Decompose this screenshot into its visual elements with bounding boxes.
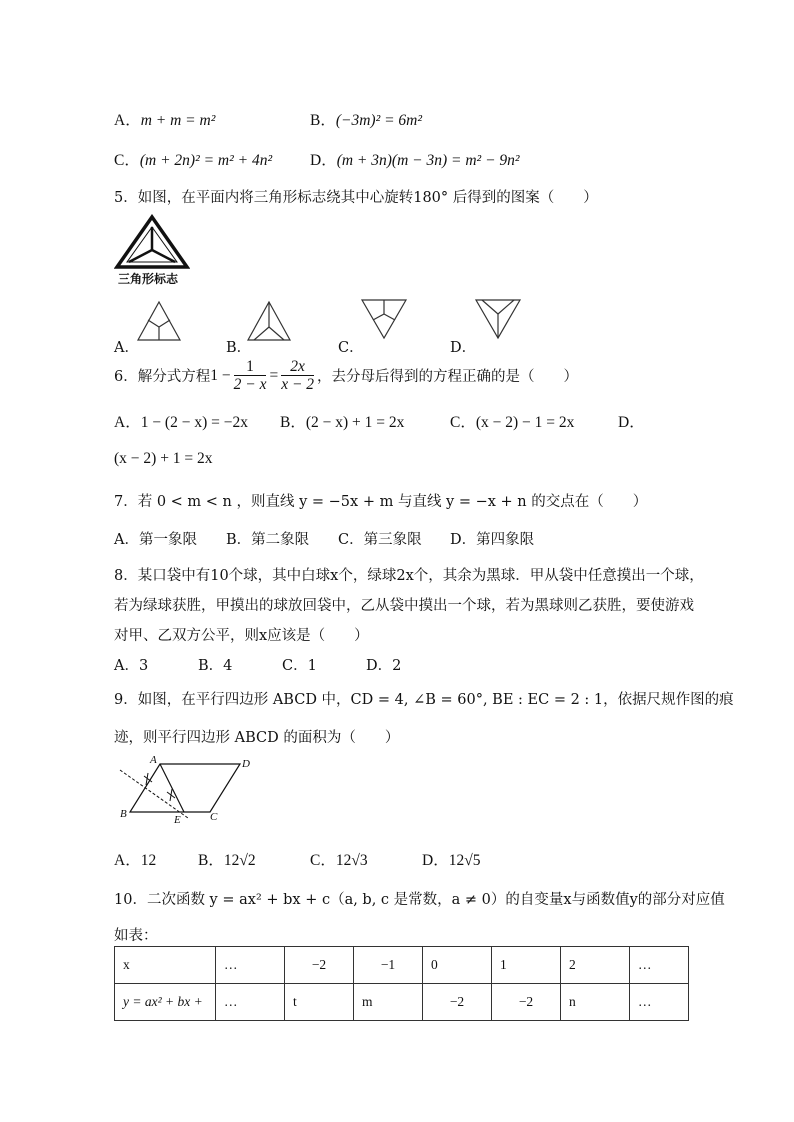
q8-option-a: A．3	[114, 658, 149, 674]
q4-option-a-label: A．	[114, 112, 141, 129]
q8-option-c: C．1	[282, 658, 317, 674]
parallelogram-figure	[114, 756, 264, 828]
q9-option-a: A．12	[114, 852, 157, 869]
upright-triangle-icon	[136, 300, 182, 342]
q6-option-d: (x − 2) + 1 = 2x	[114, 450, 213, 467]
q8-option-d: D．2	[366, 658, 402, 674]
q5-option-c-figure	[360, 298, 408, 344]
q6-fraction-2	[281, 358, 314, 393]
q5-option-d-figure	[474, 298, 522, 344]
inverted-triangle-icon	[360, 298, 408, 340]
q4-option-d-label: D．	[310, 152, 337, 169]
table-cell: n	[561, 984, 630, 1021]
q4-option-b-label: B．	[310, 112, 336, 129]
q6-fraction-1	[234, 358, 267, 393]
q4-option-a	[114, 108, 215, 130]
q6-stem-suffix: ，去分母后得到的方程正确的是（ ）	[317, 369, 579, 385]
vertex-d-label: D	[242, 758, 250, 770]
table-cell: −2	[285, 947, 354, 984]
q5-option-c-label: C．	[338, 340, 364, 356]
q8-line-3: 对甲、乙双方公平，则x应该是（ ）	[114, 628, 369, 644]
table-cell: −1	[354, 947, 423, 984]
q6-option-d-label: D．	[618, 414, 645, 431]
table-row	[115, 984, 689, 1021]
q9-option-d: D．12√5	[422, 852, 481, 869]
upright-triangle-icon	[246, 300, 292, 342]
q6-stem-prefix: 6．解分式方程	[114, 369, 211, 385]
q4-option-d-text: (m + 3n)(m − 3n) = m² − 9n²	[336, 152, 520, 169]
q7-option-c: C．第三象限	[338, 532, 422, 548]
q5-option-d-label: D．	[450, 340, 477, 356]
vertex-b-label: B	[120, 808, 127, 820]
q7-option-b: B．第二象限	[226, 532, 310, 548]
q10-line-2: 如表：	[114, 928, 158, 944]
q4-option-a-text: m + m = m²	[140, 112, 216, 129]
q7-option-a: A．第一象限	[114, 532, 197, 548]
logo-caption: 三角形标志	[118, 272, 179, 286]
table-row	[115, 947, 689, 984]
table-cell: y = ax² + bx +	[115, 984, 216, 1021]
q6-fraction-2-num: 2x	[281, 358, 314, 376]
q8-line-2: 若为绿球获胜，甲摸出的球放回袋中，乙从袋中摸出一个球，若为黑球则乙获胜，要使游戏	[114, 598, 694, 614]
q10-line-1: 10．二次函数 y = ax² + bx + c（a, b, c 是常数，a ≠ 0）的自变量x与函数值y的部分对应值	[114, 892, 725, 908]
table-cell: −2	[423, 984, 492, 1021]
q4-option-c	[114, 148, 272, 170]
q5-option-b-label: B．	[226, 340, 252, 356]
q6-option-c: C．(x − 2) − 1 = 2x	[450, 414, 575, 431]
q4-option-c-label: C．	[114, 152, 140, 169]
q6-stem	[114, 358, 578, 393]
q5-option-a-label: A．	[114, 340, 139, 356]
triangle-logo-icon	[114, 214, 190, 270]
q6-option-b: B．(2 − x) + 1 = 2x	[280, 414, 405, 431]
vertex-c-label: C	[210, 811, 218, 823]
q7-stem: 7．若 0 < m < n ，则直线 y = −5x + m 与直线 y = −x + n 的交点在（ ）	[114, 494, 648, 510]
vertex-a-label: A	[150, 754, 157, 766]
table-cell: t	[285, 984, 354, 1021]
q4-option-d	[310, 148, 520, 170]
table-cell: 0	[423, 947, 492, 984]
table-cell: …	[630, 947, 689, 984]
q6-fraction-2-den: x − 2	[281, 376, 315, 393]
q5-stem: 5．如图，在平面内将三角形标志绕其中心旋转180° 后得到的图案（ ）	[114, 190, 598, 206]
q5-option-b-figure	[246, 300, 292, 346]
value-table	[114, 946, 689, 1021]
table-cell: …	[216, 984, 285, 1021]
q6-fraction-1-den: 2 − x	[233, 376, 267, 393]
inverted-triangle-icon	[474, 298, 522, 340]
table-cell: 2	[561, 947, 630, 984]
q6-equals: =	[269, 366, 279, 384]
q6-fraction-1-num: 1	[234, 358, 267, 376]
q4-option-c-text: (m + 2n)² = m² + 4n²	[139, 152, 273, 169]
q7-option-d: D．第四象限	[450, 532, 535, 548]
table-cell: −2	[492, 984, 561, 1021]
q9-line-1: 9．如图，在平行四边形 ABCD 中，CD = 4, ∠B = 60°, BE : EC = 2 : 1，依据尺规作图的痕	[114, 692, 734, 708]
q9-line-2: 迹，则平行四边形 ABCD 的面积为（ ）	[114, 730, 400, 746]
q6-option-a: A．1 − (2 − x) = −2x	[114, 414, 248, 431]
q4-option-b-text: (−3m)² = 6m²	[335, 112, 423, 129]
q5-option-a-figure	[136, 300, 182, 346]
q9-option-b: B．12√2	[198, 852, 256, 869]
q8-line-1: 8．某口袋中有10个球，其中白球x个，绿球2x个，其余为黑球．甲从袋中任意摸出一个球，	[114, 568, 704, 584]
table-cell: 1	[492, 947, 561, 984]
table-cell: x	[115, 947, 216, 984]
table-cell: m	[354, 984, 423, 1021]
point-e-label: E	[174, 814, 181, 826]
q4-option-b	[310, 108, 422, 130]
q8-option-b: B．4	[198, 658, 233, 674]
table-cell: …	[216, 947, 285, 984]
q9-option-c: C．12√3	[310, 852, 368, 869]
triangle-logo	[114, 214, 190, 286]
q6-eq-left: 1 −	[210, 366, 231, 384]
table-cell: …	[630, 984, 689, 1021]
